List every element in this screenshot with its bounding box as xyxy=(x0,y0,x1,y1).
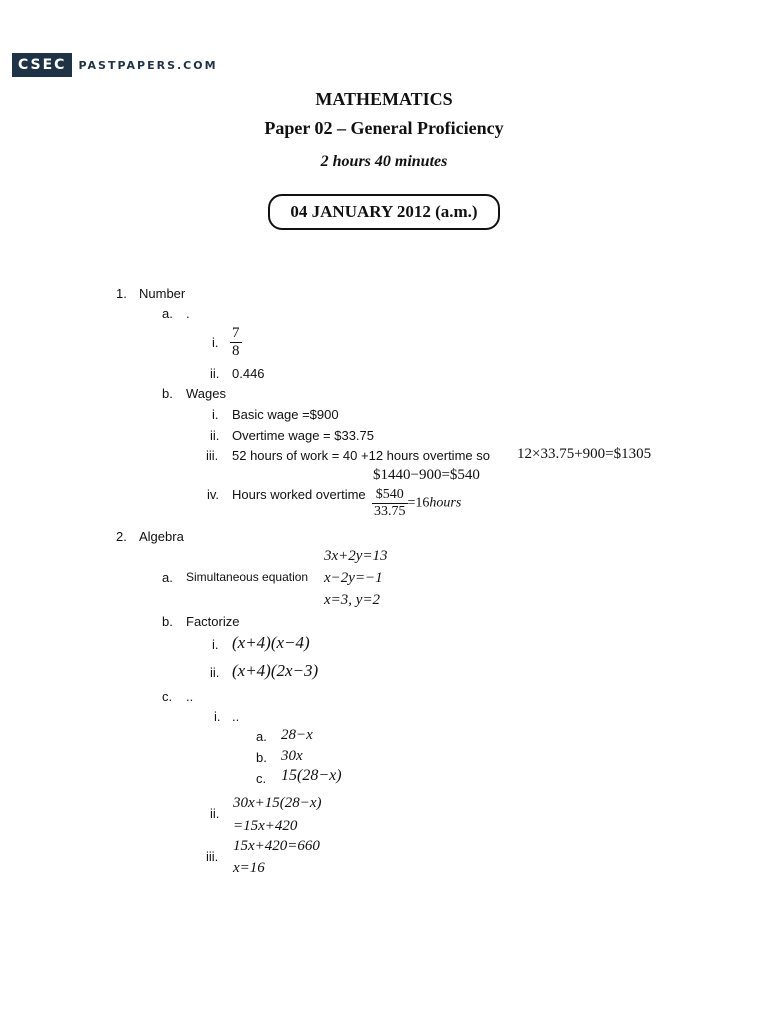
q1biii-text: 52 hours of work = 40 +12 hours overtime so xyxy=(232,448,490,463)
q2ci-text: .. xyxy=(232,709,240,724)
q1biii-math1: 12×33.75+900=$1305 xyxy=(517,446,652,462)
q2cii-label: ii. xyxy=(210,806,220,821)
q1biii-label: iii. xyxy=(206,448,219,463)
q2b-label: b. xyxy=(162,614,173,629)
q1a-label: a. xyxy=(162,306,173,321)
q1ai-denominator: 8 xyxy=(232,343,240,359)
q2a-eq1: 3x+2y=13 xyxy=(324,548,388,564)
q1biii-math2: $1440−900=$540 xyxy=(373,467,480,483)
q2cib-label: b. xyxy=(256,750,267,765)
q2c-text: .. xyxy=(186,689,194,704)
q2c-label: c. xyxy=(162,689,173,704)
q1biv-label: iv. xyxy=(207,487,220,502)
logo-box: CSEC xyxy=(12,53,72,77)
q1biv-unit: hours xyxy=(429,495,462,511)
q1aii-text: 0.446 xyxy=(232,366,265,381)
exam-date: 04 JANUARY 2012 (a.m.) xyxy=(268,194,500,230)
q1biv-result: =16 xyxy=(407,495,430,511)
q2bi-label: i. xyxy=(212,637,219,652)
logo-text: PASTPAPERS.COM xyxy=(78,58,218,72)
q2bii-math: (x+4)(2x−3) xyxy=(232,661,319,680)
q2cia-math: 28−x xyxy=(281,727,313,743)
q1aii-label: ii. xyxy=(210,366,220,381)
q1bii-text: Overtime wage = $33.75 xyxy=(232,428,374,443)
site-logo xyxy=(12,53,218,77)
q1biv-numerator: $540 xyxy=(372,487,408,504)
q1b-text: Wages xyxy=(186,386,226,401)
q1-number: 1. xyxy=(116,286,127,301)
paper-title: Paper 02 – General Proficiency xyxy=(264,118,504,138)
q1ai-fraction xyxy=(230,325,242,360)
q2-title: Algebra xyxy=(139,529,184,544)
q1-title: Number xyxy=(139,286,186,301)
q1bii-label: ii. xyxy=(210,428,220,443)
q2a-label: a. xyxy=(162,570,173,585)
q2ci-label: i. xyxy=(214,709,221,724)
q2cic-label: c. xyxy=(256,771,267,786)
q1biv-fraction xyxy=(372,487,461,520)
q1ai-label: i. xyxy=(212,335,219,350)
q2cii-line1: 30x+15(28−x) xyxy=(233,795,322,811)
q2ciii-line1: 15x+420=660 xyxy=(233,838,320,854)
q1biv-denominator: 33.75 xyxy=(374,504,406,519)
q2ciii-line2: x=16 xyxy=(233,860,265,876)
q2-number: 2. xyxy=(116,529,127,544)
q2b-text: Factorize xyxy=(186,614,240,629)
q1a-text: . xyxy=(186,306,190,321)
q2bii-label: ii. xyxy=(210,665,220,680)
q2cii-line2: =15x+420 xyxy=(233,818,298,834)
q1bi-label: i. xyxy=(212,407,219,422)
q2a-eq2: x−2y=−1 xyxy=(324,570,383,586)
q1bi-text: Basic wage =$900 xyxy=(232,407,339,422)
q2a-text: Simultaneous equation xyxy=(186,570,309,584)
q2cib-math: 30x xyxy=(281,748,303,764)
q1b-label: b. xyxy=(162,386,173,401)
q1ai-numerator: 7 xyxy=(232,325,240,341)
subject-title: MATHEMATICS xyxy=(315,89,453,109)
q2a-solution: x=3, y=2 xyxy=(324,592,381,608)
q2ciii-label: iii. xyxy=(206,849,219,864)
duration: 2 hours 40 minutes xyxy=(320,153,448,170)
q2cia-label: a. xyxy=(256,729,267,744)
q2bi-math: (x+4)(x−4) xyxy=(232,633,310,652)
q1biv-text: Hours worked overtime xyxy=(232,487,366,502)
q2cic-math: 15(28−x) xyxy=(281,767,342,784)
